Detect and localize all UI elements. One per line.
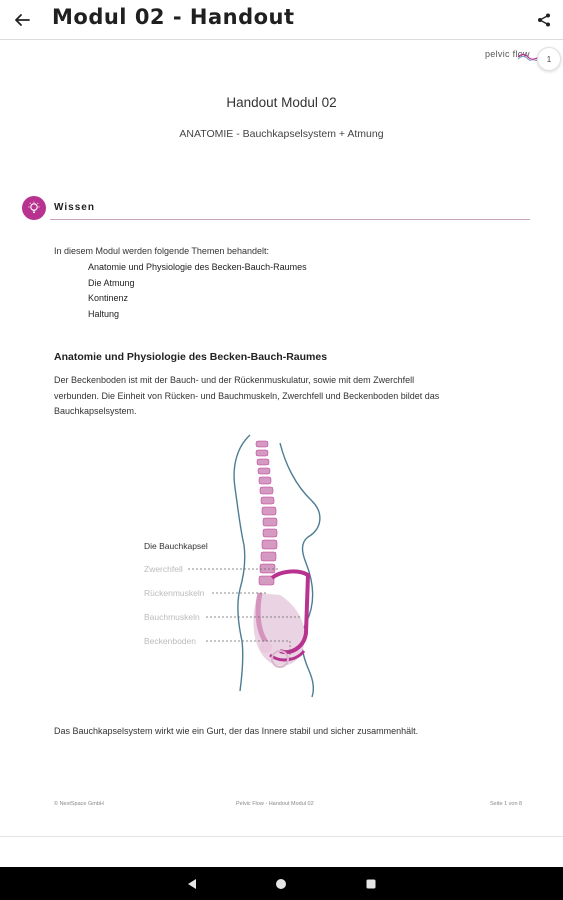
brand-logo-text: pelvic flow [485, 49, 530, 59]
label-beckenboden: Beckenboden [144, 636, 196, 646]
intro-text: In diesem Modul werden folgende Themen behandelt: [54, 246, 269, 256]
list-item: Haltung [88, 308, 120, 319]
label-zwerchfell: Zwerchfell [144, 564, 183, 574]
list-item: Anatomie und Physiologie des Becken-Bauch-Raumes [88, 262, 307, 272]
viewer-bottom-area [0, 836, 563, 867]
footer-copyright: © NextSpace GmbH [54, 801, 104, 807]
app-bar [0, 0, 563, 40]
document-page[interactable] [0, 41, 563, 836]
section-header [22, 196, 530, 222]
nav-back-button[interactable] [183, 875, 201, 893]
figure-title: Die Bauchkapsel [144, 541, 208, 551]
section-label: Wissen [54, 202, 95, 213]
footer-title: Pelvic Flow - Handout Modul 02 [236, 801, 314, 807]
page-title: Modul 02 - Handout [52, 5, 295, 29]
page-number-badge: 1 [537, 47, 561, 71]
nav-recents-button[interactable] [362, 875, 380, 893]
nav-recents-square-icon [365, 878, 377, 890]
summary-text: Das Bauchkapselsystem wirkt wie ein Gurt, der das Innere stabil und sicher zusammenhält. [54, 726, 419, 736]
nav-back-triangle-icon [186, 878, 198, 890]
footer-page-count: Seite 1 von 8 [490, 801, 523, 807]
topic-list [88, 260, 307, 322]
document-title: Handout Modul 02 [226, 95, 337, 110]
body-paragraph [54, 373, 534, 420]
lightbulb-icon [22, 196, 46, 220]
list-item: Die Atmung [88, 277, 135, 288]
document-subtitle: ANATOMIE - Bauchkapselsystem + Atmung [179, 128, 384, 140]
label-bauchmuskeln: Bauchmuskeln [144, 612, 200, 622]
label-rueckenmuskeln: Rückenmuskeln [144, 588, 205, 598]
body-line: Bauchkapselsystem. [54, 406, 137, 416]
system-navigation-bar [0, 867, 563, 900]
section-divider [50, 219, 530, 220]
back-button[interactable] [8, 6, 36, 34]
nav-home-circle-icon [275, 878, 287, 890]
bauchkapsel-figure [140, 433, 340, 698]
body-line: verbunden. Die Einheit von Rücken- und Bauchmuskeln, Zwerchfell und Beckenboden bildet das [54, 390, 440, 401]
arrow-left-icon [14, 12, 30, 28]
body-line: Der Beckenboden ist mit der Bauch- und der Rückenmuskulatur, sowie mit dem Zwerchfell [54, 375, 415, 385]
section-heading: Anatomie und Physiologie des Becken-Bauch-Raumes [54, 351, 328, 363]
share-icon [537, 13, 551, 27]
list-item: Kontinenz [88, 293, 129, 303]
nav-home-button[interactable] [272, 875, 290, 893]
share-button[interactable] [531, 7, 557, 33]
